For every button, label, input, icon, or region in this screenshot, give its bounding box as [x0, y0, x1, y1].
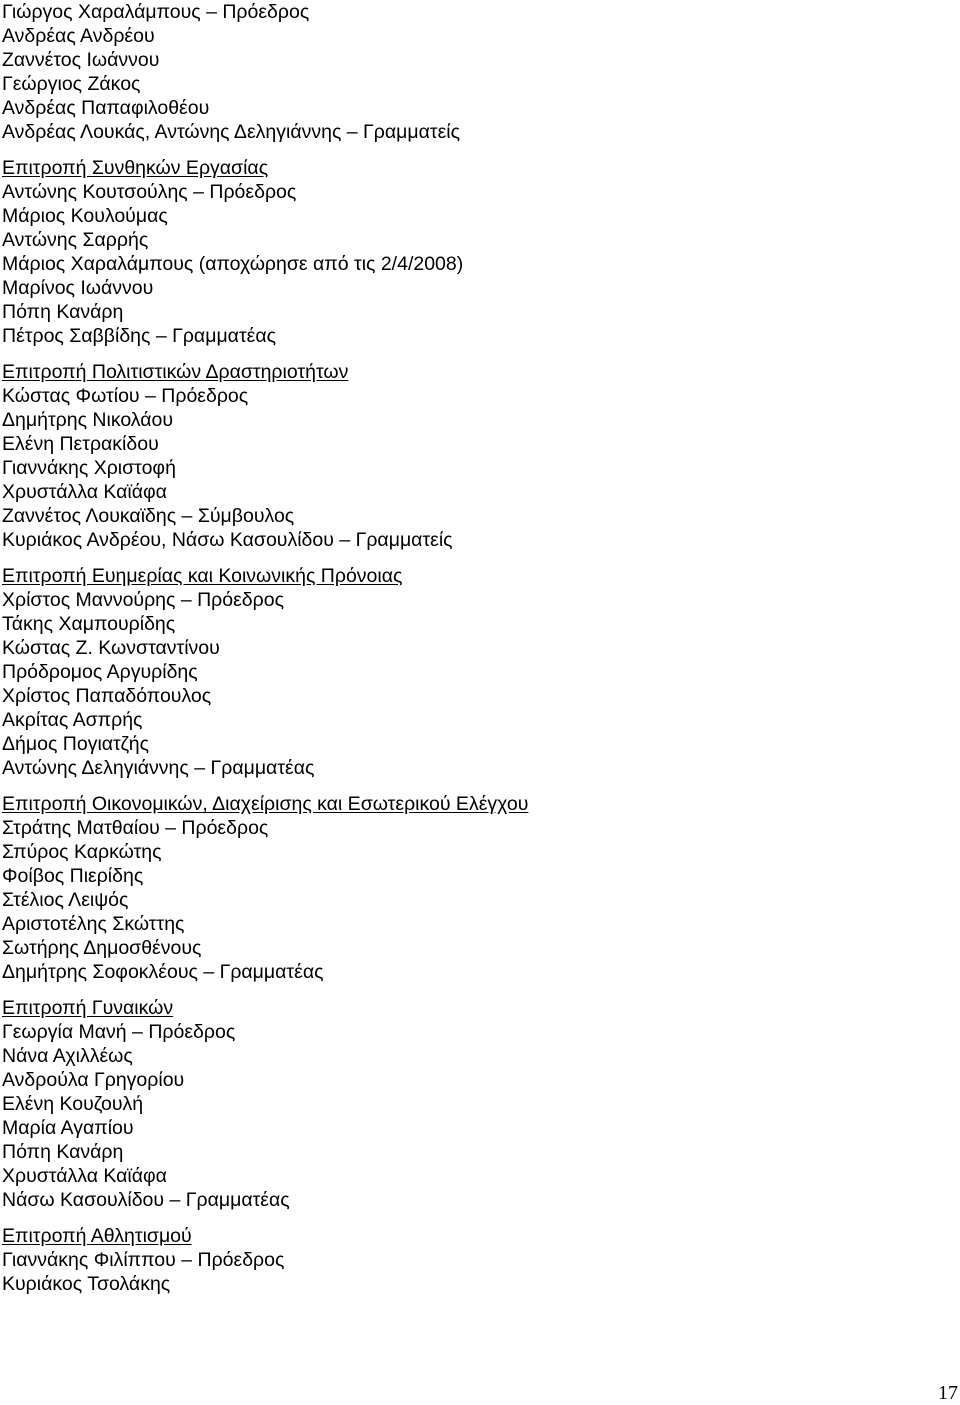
member-line: Χρυστάλλα Καϊάφα [2, 1165, 167, 1187]
member-line: Κώστας Ζ. Κωνσταντίνου [2, 637, 220, 659]
member-line: Νάσω Κασουλίδου – Γραμματέας [2, 1189, 290, 1211]
member-line: Χρίστος Μαννούρης – Πρόεδρος [2, 589, 284, 611]
member-line: Στράτης Ματθαίου – Πρόεδρος [2, 817, 269, 839]
member-line: Γεώργιος Ζάκος [2, 73, 141, 95]
page-number: 17 [938, 1382, 958, 1404]
member-line: Ανδρέας Παπαφιλοθέου [2, 97, 210, 119]
member-line: Σπύρος Καρκώτης [2, 841, 162, 863]
member-line: Τάκης Χαμπουρίδης [2, 613, 176, 635]
member-line: Κυριάκος Ανδρέου, Νάσω Κασουλίδου – Γραμματείς [2, 529, 453, 551]
member-line: Μάριος Κουλούμας [2, 205, 168, 227]
committee-heading: Επιτροπή Ευημερίας και Κοινωνικής Πρόνοιας [2, 565, 403, 587]
member-line: Χρυστάλλα Καϊάφα [2, 481, 167, 503]
member-line: Στέλιος Λειψός [2, 889, 129, 911]
member-line: Πέτρος Σαββίδης – Γραμματέας [2, 325, 277, 347]
document-body [2, 0, 942, 1296]
member-line: Γιώργος Χαραλάμπους – Πρόεδρος [2, 1, 310, 23]
member-line: Κώστας Φωτίου – Πρόεδρος [2, 385, 249, 407]
member-line: Αντώνης Σαρρής [2, 229, 149, 251]
member-line: Νάνα Αχιλλέως [2, 1045, 133, 1067]
section-board [2, 0, 942, 144]
member-line: Χρίστος Παπαδόπουλος [2, 685, 212, 707]
member-line: Γιαννάκης Φιλίππου – Πρόεδρος [2, 1249, 285, 1271]
member-line: Μαρία Αγαπίου [2, 1117, 134, 1139]
committee-heading: Επιτροπή Αθλητισμού [2, 1225, 192, 1247]
section-finance [2, 792, 942, 984]
member-line: Ανδρέας Ανδρέου [2, 25, 155, 47]
member-line: Δημήτρης Νικολάου [2, 409, 174, 431]
member-line: Ελένη Κουζουλή [2, 1093, 144, 1115]
member-line: Αριστοτέλης Σκώττης [2, 913, 185, 935]
member-line: Ζαννέτος Λουκαϊδης – Σύμβουλος [2, 505, 295, 527]
committee-heading: Επιτροπή Πολιτιστικών Δραστηριοτήτων [2, 361, 349, 383]
member-line: Μαρίνος Ιωάννου [2, 277, 154, 299]
member-line: Αντώνης Κουτσούλης – Πρόεδρος [2, 181, 297, 203]
member-line: Πόπη Κανάρη [2, 301, 124, 323]
section-women [2, 996, 942, 1212]
committee-heading: Επιτροπή Συνθηκών Εργασίας [2, 157, 269, 179]
committee-heading: Επιτροπή Οικονομικών, Διαχείρισης και Εσωτερικού Ελέγχου [2, 793, 529, 815]
section-sports [2, 1224, 942, 1296]
member-line: Μάριος Χαραλάμπους (αποχώρησε από τις 2/4/2008) [2, 253, 464, 275]
member-line: Φοίβος Πιερίδης [2, 865, 144, 887]
member-line: Γιαννάκης Χριστοφή [2, 457, 176, 479]
member-line: Δήμος Πογιατζής [2, 733, 149, 755]
member-line: Ακρίτας Ασπρής [2, 709, 143, 731]
section-welfare [2, 564, 942, 780]
section-working-conditions [2, 156, 942, 348]
committee-heading: Επιτροπή Γυναικών [2, 997, 174, 1019]
member-line: Ανδρέας Λουκάς, Αντώνης Δεληγιάννης – Γραμματείς [2, 121, 460, 143]
section-cultural-activities [2, 360, 942, 552]
member-line: Σωτήρης Δημοσθένους [2, 937, 202, 959]
member-line: Ζαννέτος Ιωάννου [2, 49, 160, 71]
member-line: Ανδρούλα Γρηγορίου [2, 1069, 185, 1091]
member-line: Πρόδρομος Αργυρίδης [2, 661, 198, 683]
member-line: Ελένη Πετρακίδου [2, 433, 159, 455]
member-line: Πόπη Κανάρη [2, 1141, 124, 1163]
member-line: Αντώνης Δεληγιάννης – Γραμματέας [2, 757, 315, 779]
member-line: Κυριάκος Τσολάκης [2, 1273, 171, 1295]
member-line: Δημήτρης Σοφοκλέους – Γραμματέας [2, 961, 324, 983]
member-line: Γεωργία Μανή – Πρόεδρος [2, 1021, 236, 1043]
